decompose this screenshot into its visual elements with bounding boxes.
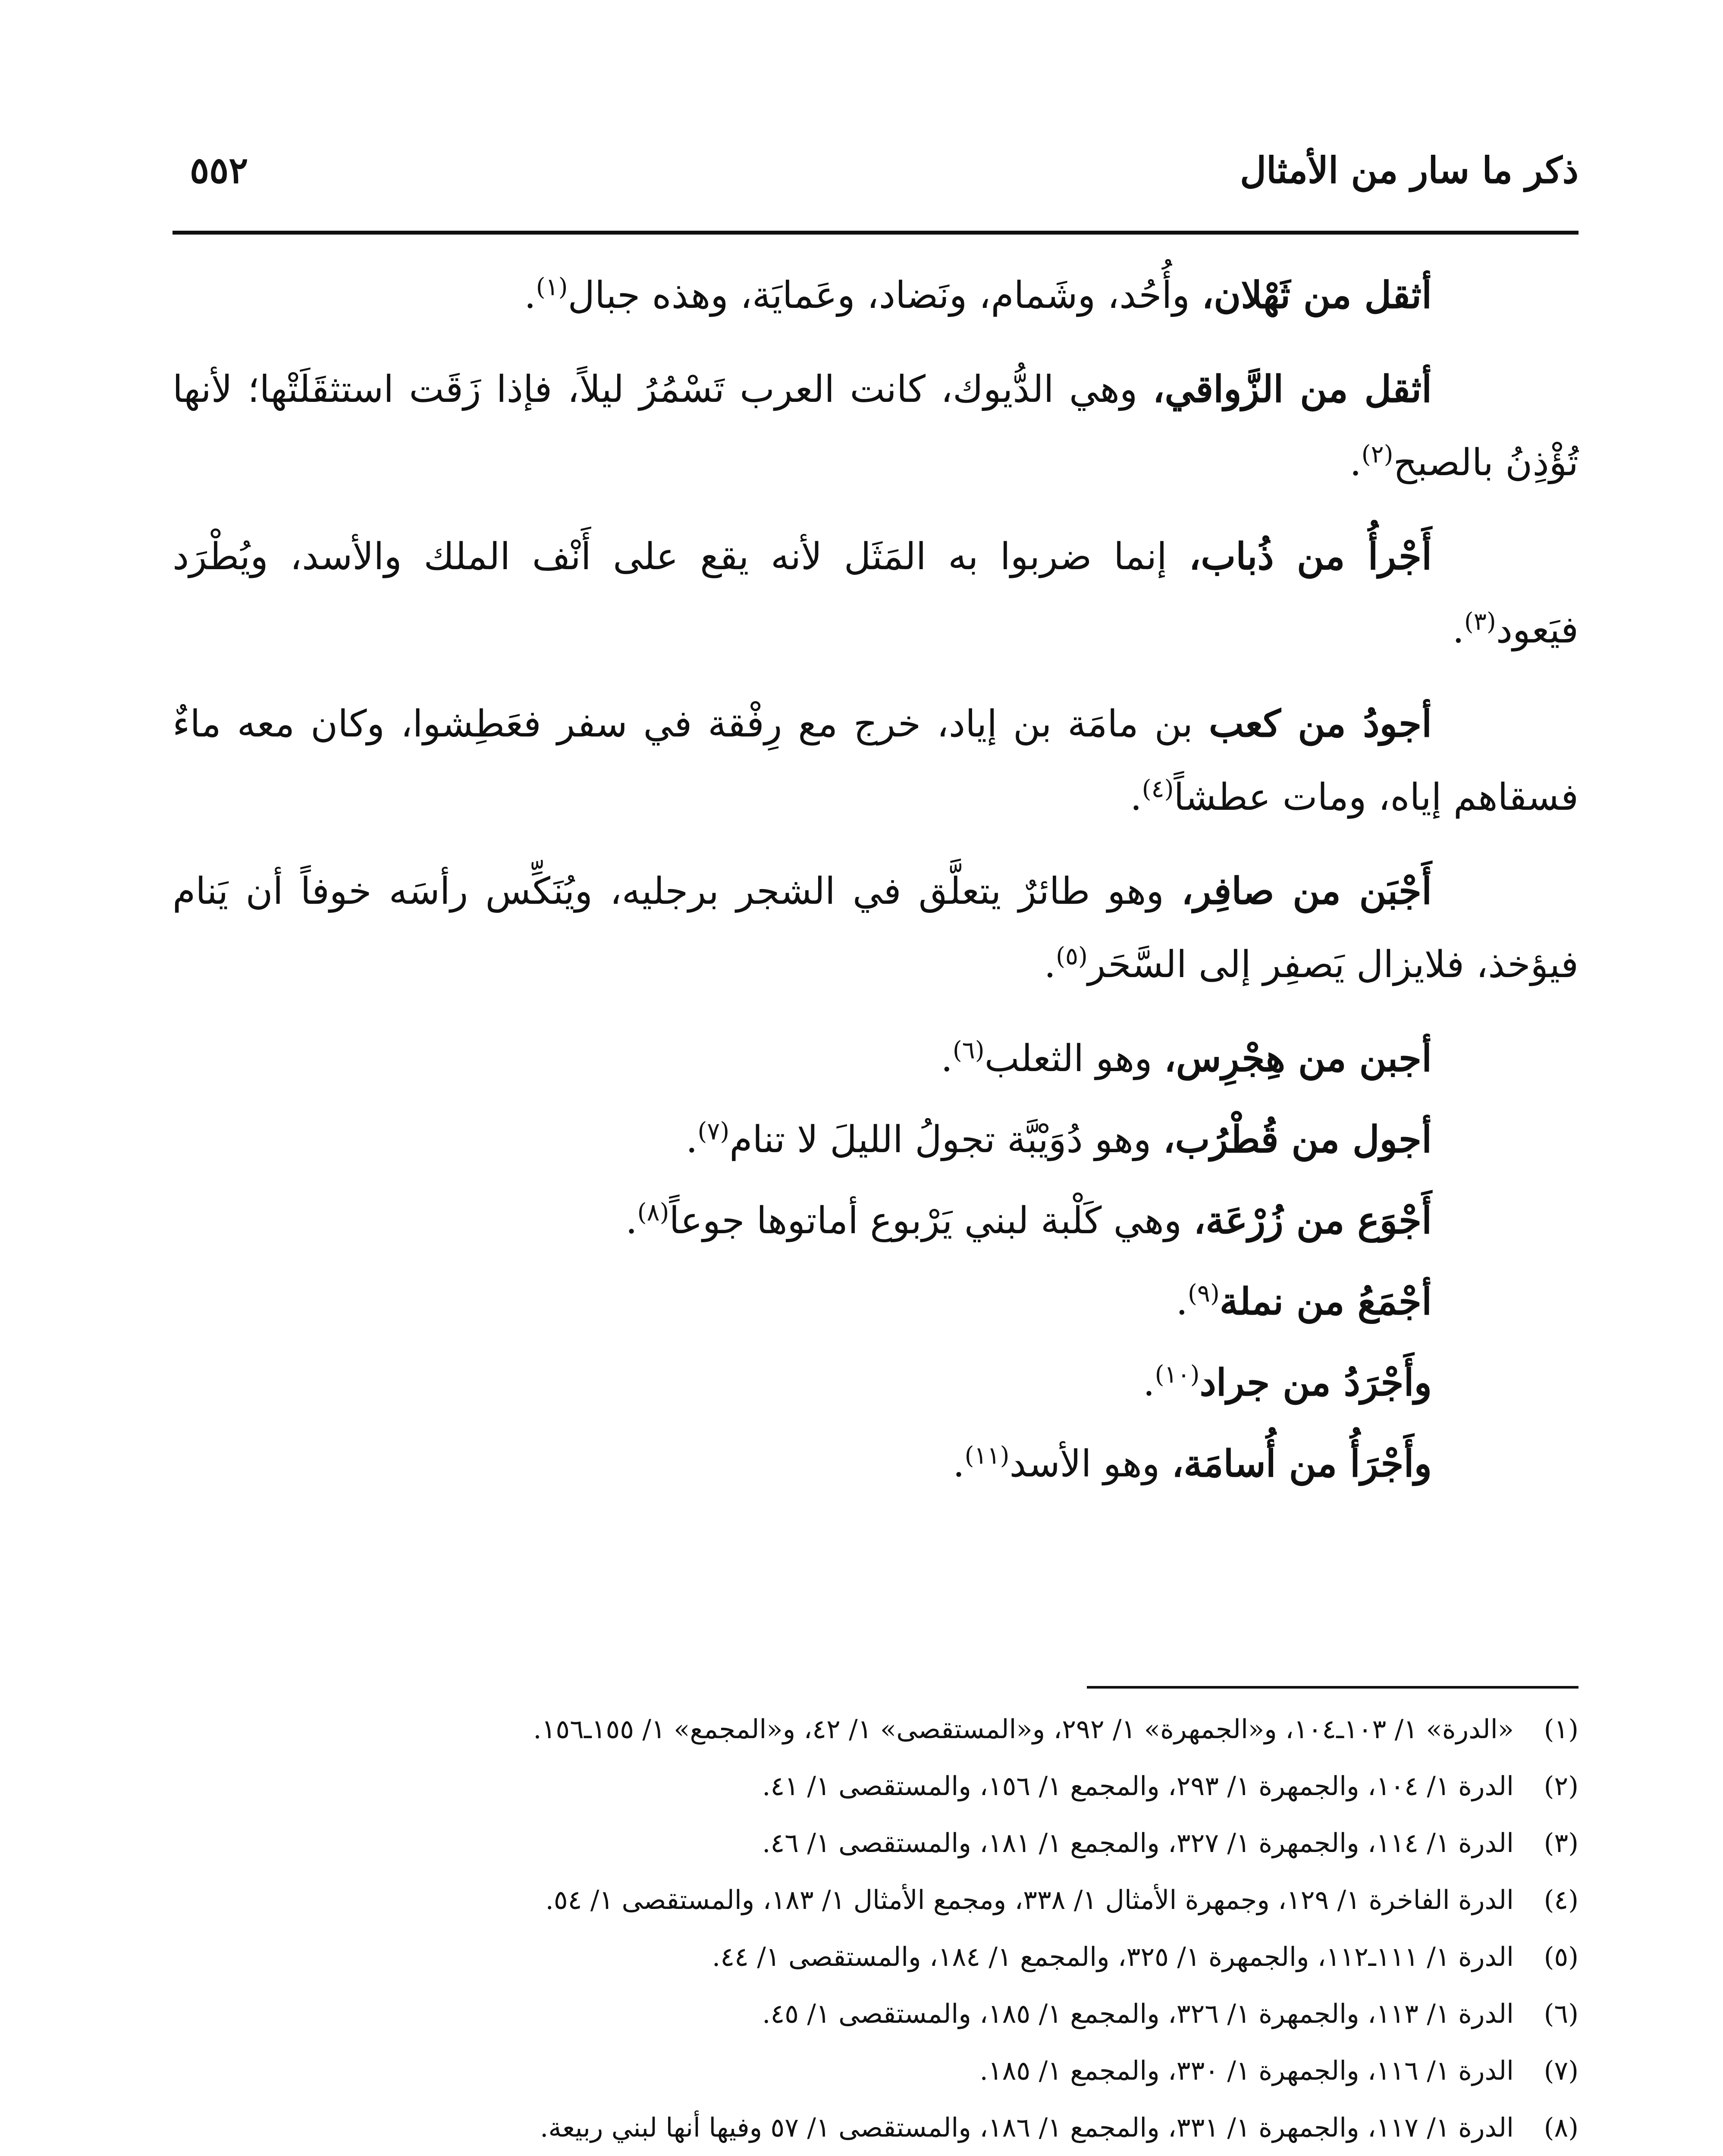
entry-end: . bbox=[1044, 943, 1056, 986]
footnote-number: (١) bbox=[1544, 1714, 1579, 1745]
proverb-entry bbox=[173, 855, 1579, 1001]
footnote-separator bbox=[1087, 1686, 1579, 1689]
entry-end: . bbox=[524, 274, 536, 317]
proverb-text: إنما ضربوا به المَثَل لأنه يقع على أَنْف الملك والأسد، ويُطْرَد فيَعود bbox=[173, 535, 1579, 652]
proverb-headword: أثقل من ثَهْلان، bbox=[1202, 273, 1432, 317]
footnote-ref: (٥) bbox=[1056, 942, 1088, 971]
footnote-number: (٦) bbox=[1544, 1999, 1579, 2029]
proverb-headword: وأَجْرَأُ من أُسامَة، bbox=[1171, 1442, 1432, 1485]
entry-end: . bbox=[1130, 776, 1142, 819]
footnote bbox=[173, 1986, 1579, 2043]
footnote bbox=[173, 1758, 1579, 1815]
footnote-ref: (٩) bbox=[1188, 1279, 1220, 1308]
footnotes bbox=[173, 1701, 1579, 2156]
proverb-text: وهو الأسد bbox=[1009, 1442, 1172, 1485]
proverb-headword: أجودُ من كعب bbox=[1208, 702, 1432, 746]
footnote-text: «الدرة» ١/ ١٠٣ـ١٠٤، و«الجمهرة» ١/ ٢٩٢، و«المستقصى» ١/ ٤٢، و«المجمع» ١/ ١٥٥ـ١٥٦. bbox=[533, 1714, 1514, 1745]
proverbs-body bbox=[173, 259, 1579, 1508]
footnote-ref: (٦) bbox=[952, 1036, 985, 1065]
proverb-entry bbox=[173, 259, 1579, 332]
footnote-text: الدرة ١/ ١١١ـ١١٢، والجمهرة ١/ ٣٢٥، والمجمع ١/ ١٨٤، والمستقصى ١/ ٤٤. bbox=[712, 1942, 1514, 1972]
footnote-text: الدرة ١/ ١٠٤، والجمهرة ١/ ٢٩٣، والمجمع ١/ ١٥٦، والمستقصى ١/ ٤١. bbox=[762, 1771, 1514, 1802]
proverb-text: بن مامَة بن إياد، خرج مع رِفْقة في سفر فعَطِشوا، وكان معه ماءٌ فسقاهم إياه، ومات عطشاً bbox=[173, 702, 1579, 819]
proverb-headword: وأَجْرَدُ من جراد bbox=[1199, 1361, 1432, 1404]
proverb-headword: أثقل من الزَّواقي، bbox=[1152, 367, 1432, 411]
proverb-entry bbox=[173, 1346, 1579, 1420]
proverb-headword: أجبن من هِجْرِس، bbox=[1164, 1037, 1432, 1080]
page-header bbox=[173, 138, 1579, 203]
footnote-number: (٨) bbox=[1544, 2112, 1579, 2143]
proverb-text: وأُحُد، وشَمام، ونَضاد، وعَمايَة، وهذه جبال bbox=[568, 274, 1202, 317]
footnote-text: الدرة الفاخرة ١/ ١٢٩، وجمهرة الأمثال ١/ ٣٣٨، ومجمع الأمثال ١/ ١٨٣، والمستقصى ١/ ٥٤. bbox=[545, 1885, 1514, 1915]
footnote-ref: (١) bbox=[536, 273, 568, 301]
proverb-headword: أجْمَعُ من نملة bbox=[1219, 1280, 1432, 1323]
footnote-text: الدرة ١/ ١١٧، والجمهرة ١/ ٣٣١، والمجمع ١/ ١٨٦، والمستقصى ١/ ٥٧ وفيها أنها لبني ربيعة. bbox=[540, 2112, 1514, 2143]
entry-end: . bbox=[1143, 1361, 1155, 1404]
footnote bbox=[173, 1815, 1579, 1872]
proverb-entry bbox=[173, 1022, 1579, 1095]
entry-end: . bbox=[1176, 1280, 1188, 1323]
footnote-ref: (١٠) bbox=[1155, 1360, 1200, 1389]
proverb-entry bbox=[173, 1265, 1579, 1338]
footnote-ref: (٤) bbox=[1142, 775, 1174, 803]
footnote-number: (٧) bbox=[1544, 2056, 1579, 2086]
footnote-ref: (١١) bbox=[964, 1442, 1010, 1470]
footnote-text: الدرة ١/ ١١٣، والجمهرة ١/ ٣٢٦، والمجمع ١/ ١٨٥، والمستقصى ١/ ٤٥. bbox=[762, 1999, 1514, 2029]
entry-end: . bbox=[941, 1037, 953, 1080]
proverb-text: وهي كَلْبة لبني يَرْبوع أماتوها جوعاً bbox=[669, 1199, 1194, 1242]
footnote bbox=[173, 1872, 1579, 1929]
proverb-entry bbox=[173, 1427, 1579, 1501]
footnote-number: (٥) bbox=[1544, 1942, 1579, 1972]
entry-end: . bbox=[1350, 441, 1362, 484]
proverb-entry bbox=[173, 1184, 1579, 1257]
footnote-ref: (٢) bbox=[1361, 440, 1393, 469]
footnote-ref: (٨) bbox=[637, 1198, 669, 1227]
proverb-text: وهو دُوَيْبَّة تجولُ الليلَ لا تنام bbox=[729, 1118, 1163, 1161]
page-number: ٥٥٢ bbox=[190, 149, 248, 191]
proverb-entry bbox=[173, 353, 1579, 499]
proverb-text: وهي الدُّيوك، كانت العرب تَسْمُرُ ليلاً، فإذا زَقَت استثقَلَتْها؛ لأنها تُؤْذِنُ بالصبح bbox=[173, 368, 1579, 484]
footnote bbox=[173, 2043, 1579, 2100]
footnote bbox=[173, 1929, 1579, 1986]
proverb-headword: أَجْوَع من زُرْعَة، bbox=[1193, 1199, 1432, 1242]
footnote bbox=[173, 1701, 1579, 1758]
entry-end: . bbox=[625, 1199, 637, 1242]
header-rule bbox=[173, 231, 1579, 235]
entry-end: . bbox=[953, 1442, 965, 1485]
footnote-ref: (٣) bbox=[1464, 608, 1496, 636]
proverb-headword: أجول من قُطْرُب، bbox=[1163, 1118, 1432, 1161]
proverb-headword: أَجْبَن من صافِر، bbox=[1181, 869, 1432, 913]
footnote-number: (٤) bbox=[1544, 1885, 1579, 1915]
proverb-entry bbox=[173, 1103, 1579, 1176]
footnote-number: (٢) bbox=[1544, 1771, 1579, 1802]
footnote-text: الدرة ١/ ١١٦، والجمهرة ١/ ٣٣٠، والمجمع ١/ ١٨٥. bbox=[979, 2056, 1514, 2086]
running-title: ذكر ما سار من الأمثال bbox=[1240, 149, 1579, 191]
entry-end: . bbox=[686, 1118, 698, 1161]
footnote-text: الدرة ١/ ١١٤، والجمهرة ١/ ٣٢٧، والمجمع ١/ ١٨١، والمستقصى ١/ ٤٦. bbox=[762, 1828, 1514, 1858]
entry-end: . bbox=[1452, 608, 1464, 652]
footnote-ref: (٧) bbox=[697, 1117, 730, 1146]
footnote bbox=[173, 2100, 1579, 2156]
proverb-text: وهو الثعلب bbox=[984, 1037, 1164, 1080]
proverb-entry bbox=[173, 687, 1579, 834]
footnote-number: (٣) bbox=[1544, 1828, 1579, 1858]
proverb-text: وهو طائرٌ يتعلَّق في الشجر برجليه، ويُنَكِّس رأسَه خوفاً أن يَنام فيؤخذ، فلايزال يَصفِر إلى السَّحَر bbox=[173, 870, 1579, 986]
proverb-entry bbox=[173, 520, 1579, 667]
proverb-headword: أَجْرأُ من ذُباب، bbox=[1189, 535, 1432, 578]
